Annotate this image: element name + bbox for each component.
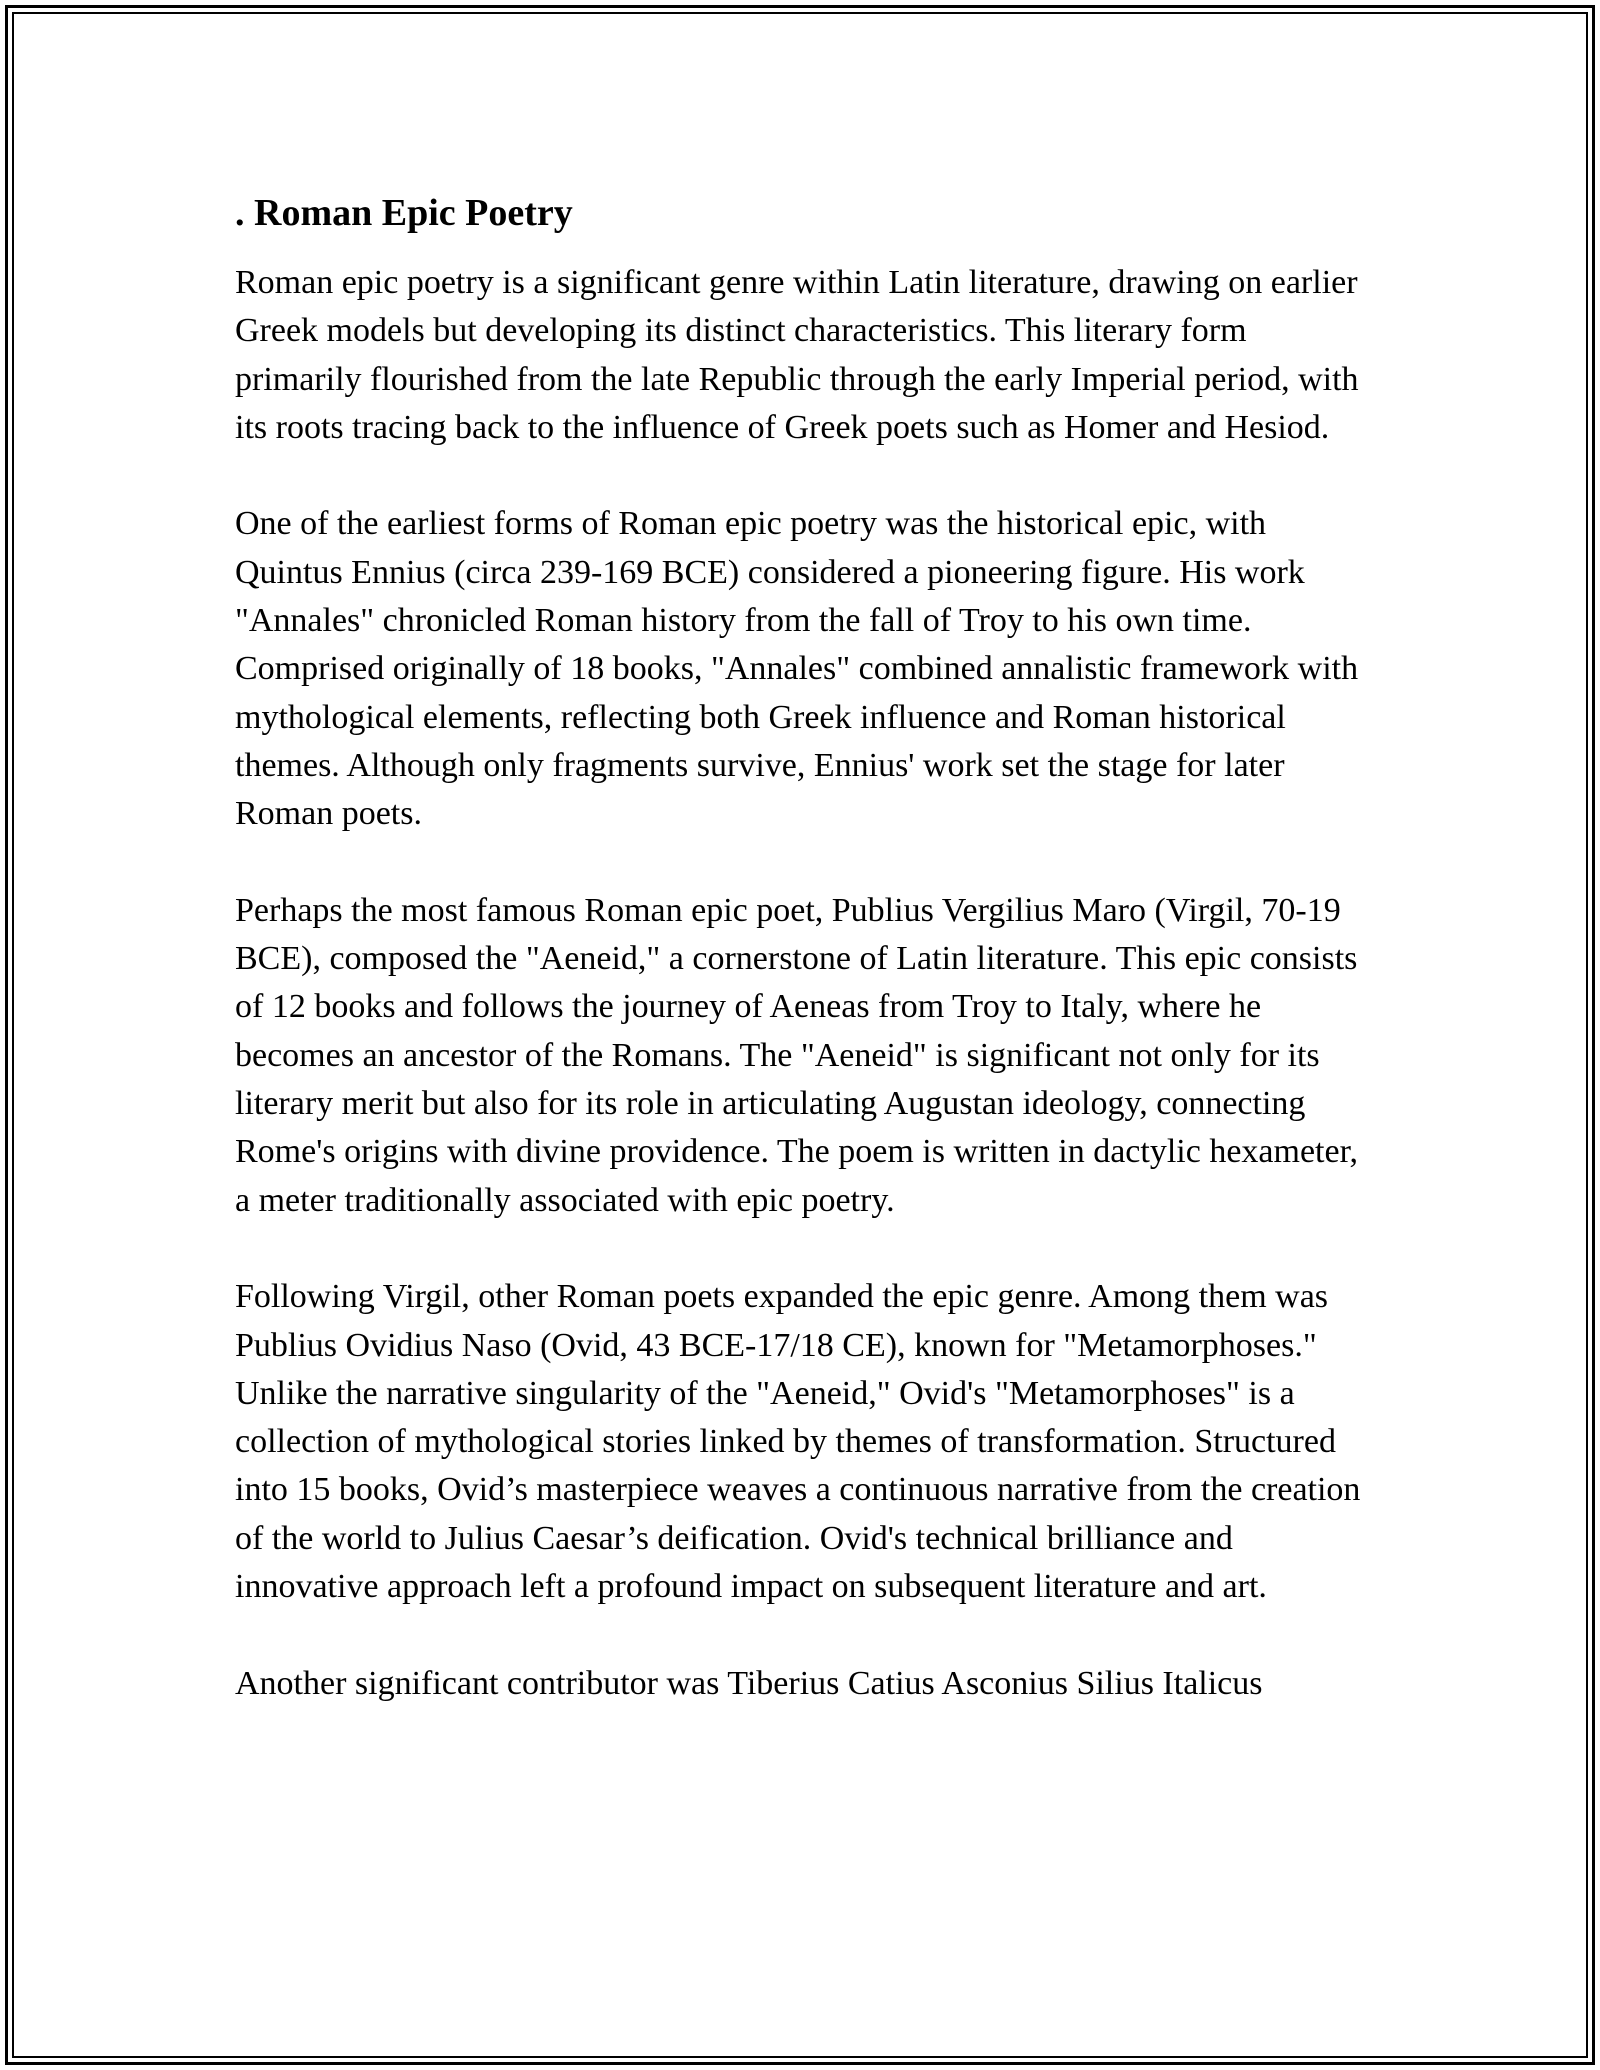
paragraph-virgil: Perhaps the most famous Roman epic poet, Publius Vergilius Maro (Virgil, 70-19 BCE), composed the "Aeneid," a cornerstone of Latin literature. This epic consists of 12 books and follows the journey of Aeneas from Troy to Italy, where he becomes an ancestor of the Romans. The "Aeneid" is significant not only for its literary merit but also for its role in articulating Augustan ideology, connecting Rome's origins with divine providence. The poem is written in dactylic hexameter, a meter traditionally associated with epic poetry. [235,891,1359,1219]
paragraph-ovid: Following Virgil, other Roman poets expanded the epic genre. Among them was Publius Ovidius Naso (Ovid, 43 BCE-17/18 CE), known for "Metamorphoses." Unlike the narrative singularity of the "Aeneid," Ovid's "Metamorphoses" is a collection of mythological stories linked by themes of transformation. Structured into 15 books, Ovid’s masterpiece weaves a continuous narrative from the creation of the world to Julius Caesar’s deification. Ovid's technical brilliance and innovative approach left a profound impact on subsequent literature and art. [235,1278,1361,1606]
paragraph-intro: Roman epic poetry is a significant genre within Latin literature, drawing on earlier Greek models but developing its distinct characteristics. This literary form primarily flourished from the late Republic through the early Imperial period, with its roots tracing back to the influence of Greek poets such as Homer and Hesiod. [235,264,1359,446]
document-body [235,185,1375,1708]
section-heading: . Roman Epic Poetry [235,192,573,234]
paragraph-ennius: One of the earliest forms of Roman epic poetry was the historical epic, with Quintus Ennius (circa 239-169 BCE) considered a pioneering figure. His work "Annales" chronicled Roman history from the fall of Troy to his own time. Comprised originally of 18 books, "Annales" combined annalistic framework with mythological elements, reflecting both Greek influence and Roman historical themes. Although only fragments survive, Ennius' work set the stage for later Roman poets. [235,505,1359,833]
paragraph-silius: Another significant contributor was Tiberius Catius Asconius Silius Italicus [235,1664,1263,1702]
